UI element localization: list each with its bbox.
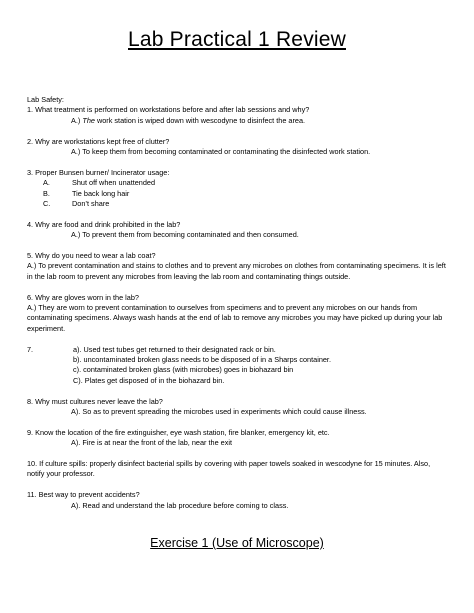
q7-item-c: c). contaminated broken glass (with microbes) goes in biohazard bin [73,365,294,375]
exercise-heading: Exercise 1 (Use of Microscope) [150,536,324,550]
q10-text: 10. If culture spills: properly disinfect bacterial spills by covering with paper towels soaked in wescodyne for 15 minutes. Also, notify your professor. [27,459,431,479]
q8-question: 8. Why must cultures never leave the lab? [27,396,163,406]
q1-question: 1. What treatment is performed on workstations before and after lab sessions and why? [27,105,310,115]
q1-answer [27,116,447,126]
section-heading: Lab Safety: [27,95,64,104]
q8-answer: A). So as to prevent spreading the microbes used in experiments which could cause illness. [71,407,367,417]
q11-answer: A). Read and understand the lab procedure before coming to class. [71,500,289,510]
q9-answer: A). Fire is at near the front of the lab, near the exit [71,438,233,448]
q3-option-c [27,199,447,209]
q1-answer-prefix: A.) [71,115,83,125]
q7-block [27,345,447,387]
q1-answer-italic: The [82,115,95,125]
q6-question: 6. Why are gloves worn in the lab? [27,292,139,302]
q11-question: 11. Best way to prevent accidents? [27,490,140,500]
q2-answer: A.) To keep them from becoming contaminated or contaminating the disinfected work station. [71,147,371,157]
q3-option-text: Tie back long hair [72,188,130,198]
q4-question: 4. Why are food and drink prohibited in the lab? [27,219,181,229]
q5-answer: A.) To prevent contamination and stains to clothes and to prevent any microbes on clothes from contaminating specimens. It is left in the lab room to prevent any microbes from leaving the lab room and contaminating things outside. [27,261,446,281]
q4-answer: A.) To prevent them from becoming contaminated and then consumed. [71,230,299,240]
q3-question: 3. Proper Bunsen burner/ Incinerator usage: [27,167,170,177]
q9-question: 9. Know the location of the fire extinguisher, eye wash station, fire blanker, emergency kit, etc. [27,427,330,437]
q3-option-marker: A. [43,178,50,188]
review-body [27,95,447,511]
q7-number: 7. [27,344,34,354]
q7-item-b: b). uncontaminated broken glass needs to be disposed of in a Sharps container. [73,355,331,365]
q3-option-text: Shut off when unattended [72,178,156,188]
q3-option-marker: B. [43,188,50,198]
q3-option-marker: C. [43,199,51,209]
page-title: Lab Practical 1 Review [128,28,346,51]
q7-item-d: C). Plates get disposed of in the biohazard bin. [73,375,225,385]
q3-option-text: Don’t share [72,199,110,209]
q2-question: 2. Why are workstations kept free of clutter? [27,136,170,146]
q3-option-b [27,189,447,199]
q1-answer-rest: work station is wiped down with wescodyne to disinfect the area. [94,115,306,125]
q7-item-a: a). Used test tubes get returned to their designated rack or bin. [73,344,276,354]
q3-option-a [27,178,447,188]
q5-question: 5. Why do you need to wear a lab coat? [27,251,156,261]
q6-answer: A.) They are worn to prevent contamination to ourselves from specimens and to prevent any microbes on our hands from contaminating specimens. Always wash hands at the end of lab to remove any microbes you may have picked up during your lab experiment. [27,303,443,333]
